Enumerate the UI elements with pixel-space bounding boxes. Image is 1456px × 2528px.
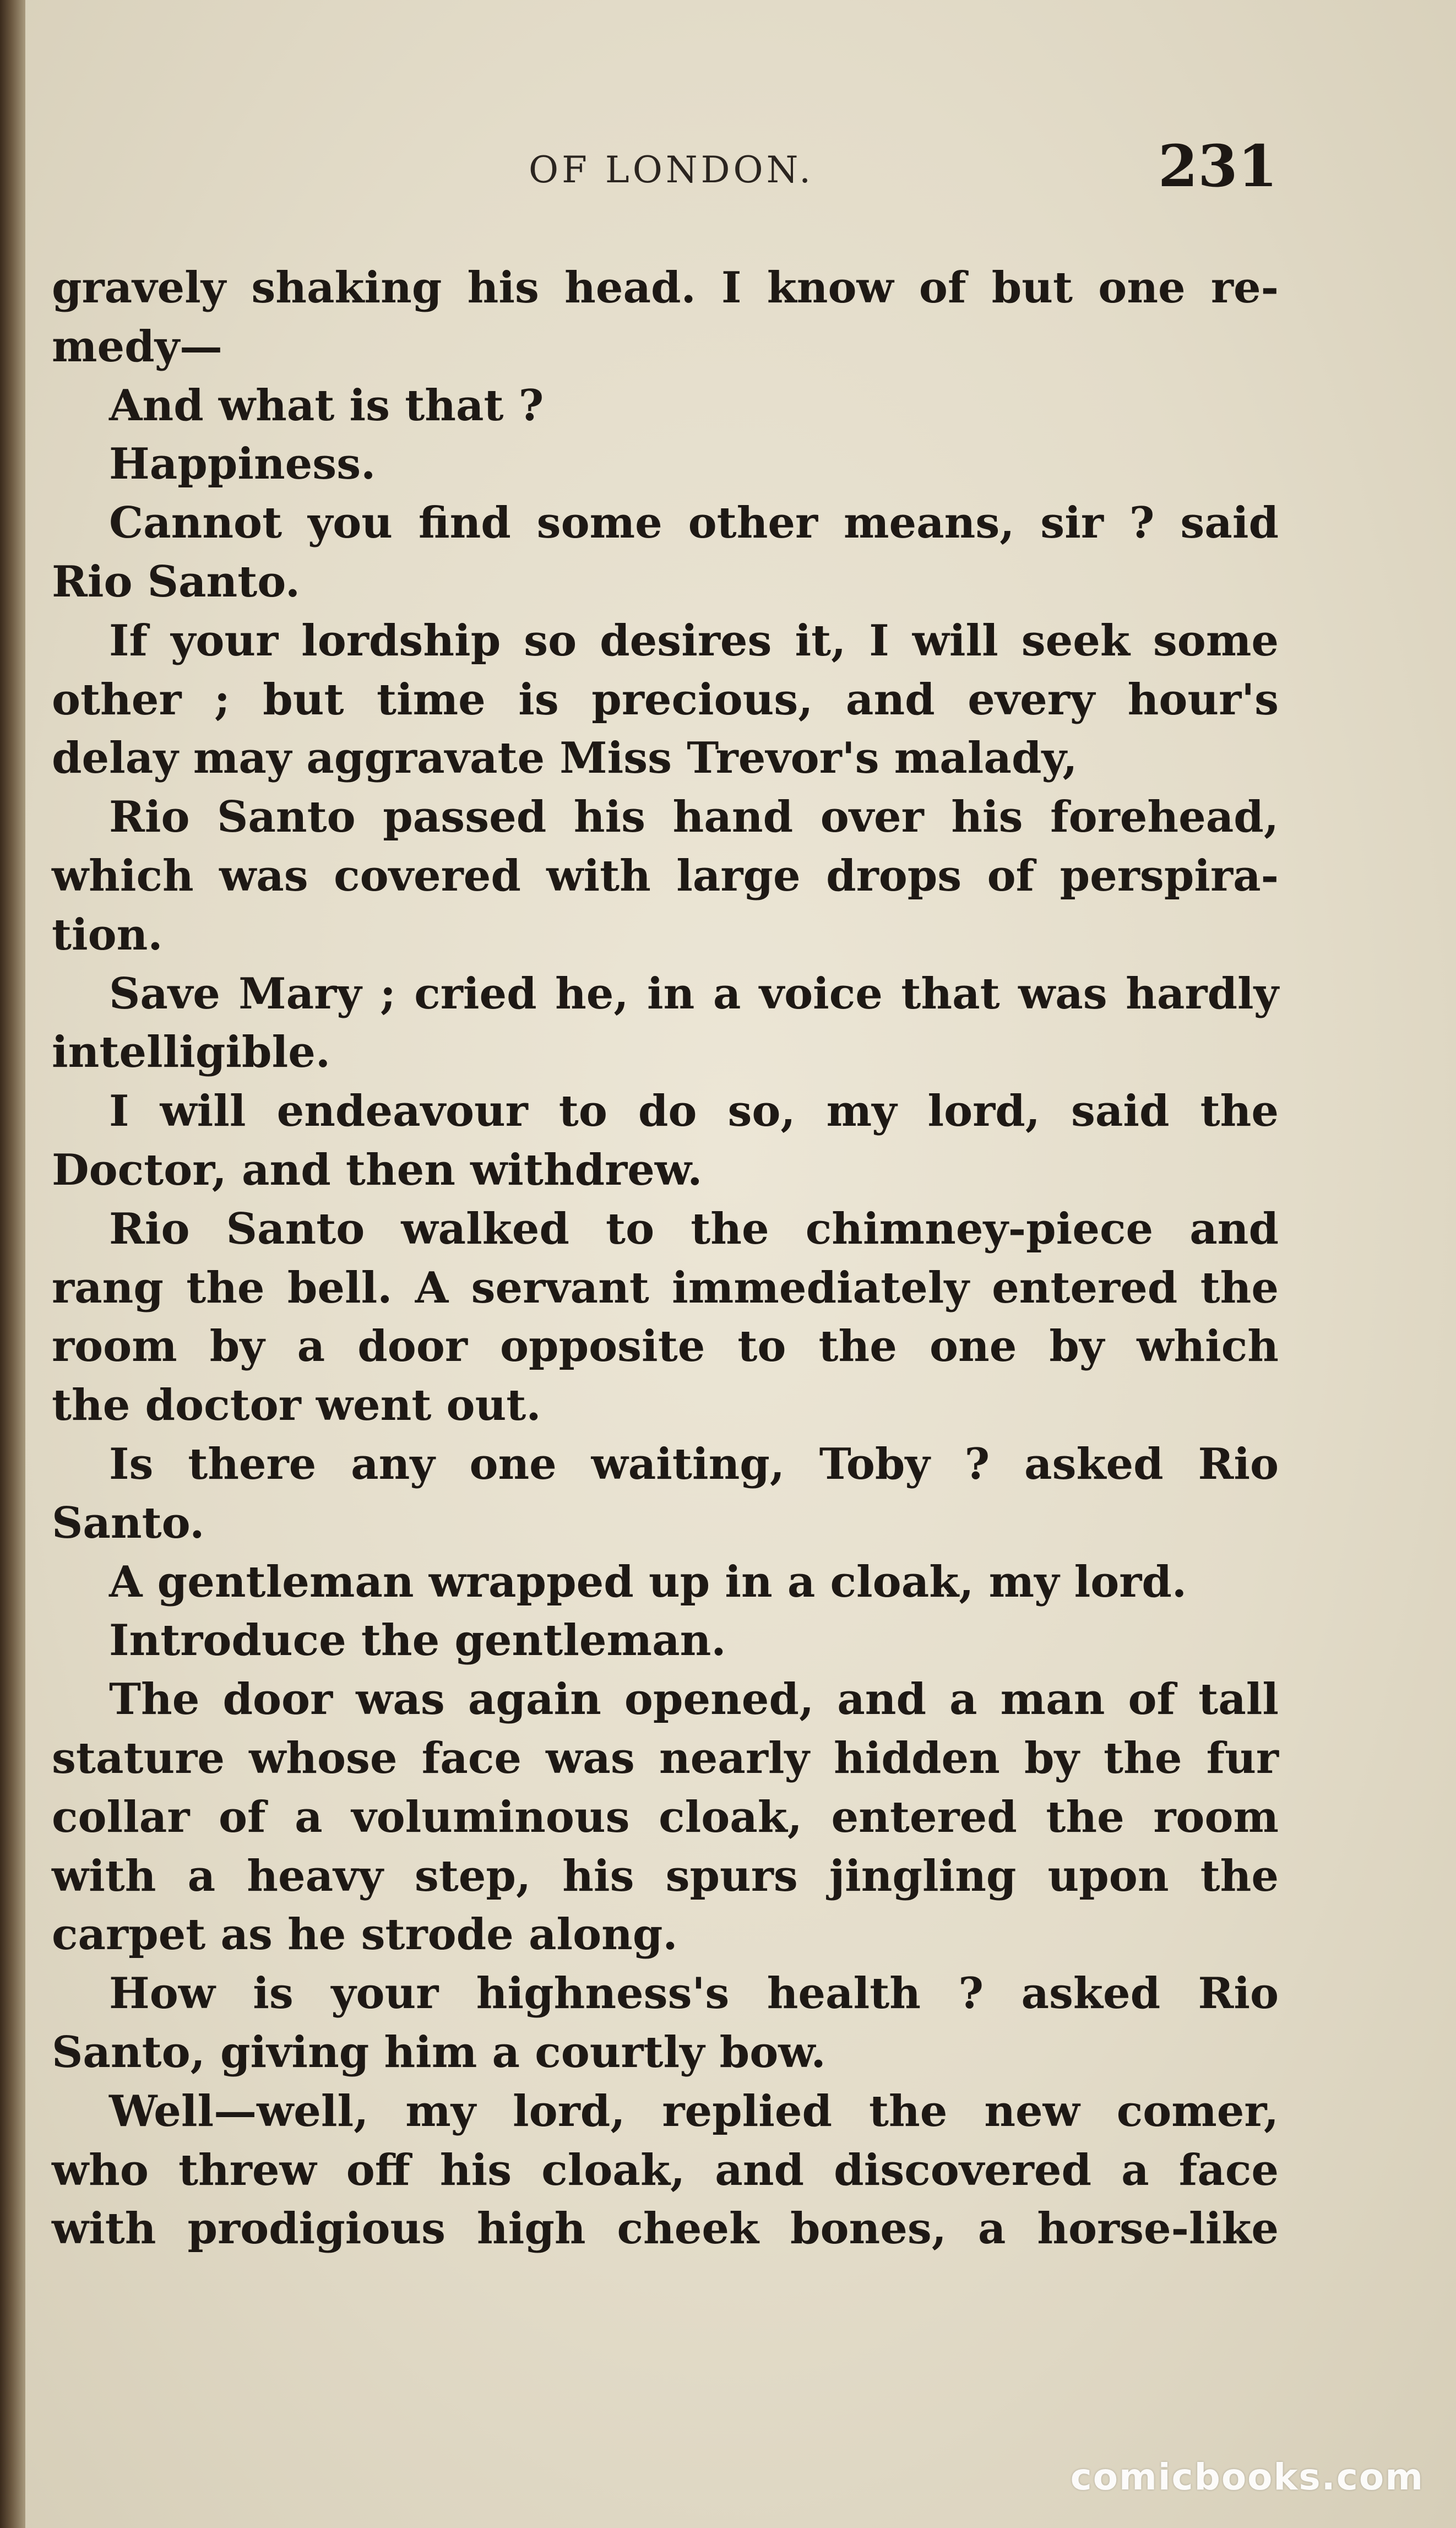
text-line: delay may aggravate Miss Trevor's malady, — [52, 733, 1078, 784]
text-line: the doctor went out. — [52, 1380, 541, 1431]
paragraph — [52, 1670, 1279, 1965]
running-head: OF LONDON. — [529, 149, 814, 191]
paragraph — [52, 259, 1279, 377]
text-line: The door was again opened, and a man of tall — [109, 1674, 1279, 1725]
text-line: stature whose face was nearly hidden by the fur — [52, 1733, 1279, 1783]
text-line: carpet as he strode along. — [52, 1909, 678, 1960]
text-line: Cannot you find some other means, sir ? said — [109, 498, 1279, 549]
page-number: 231 — [1158, 132, 1278, 200]
text-line: Is there any one waiting, Toby ? asked Rio — [109, 1439, 1279, 1489]
paragraph — [52, 1612, 1279, 1670]
text-line: gravely shaking his head. I know of but one re- — [52, 263, 1279, 313]
body-text — [52, 259, 1279, 2259]
text-line: with a heavy step, his spurs jingling upon the — [52, 1851, 1279, 1901]
paragraph — [52, 1435, 1279, 1553]
paragraph — [52, 377, 1279, 436]
paragraph — [52, 1200, 1279, 1435]
text-line: I will endeavour to do so, my lord, said the — [109, 1086, 1279, 1137]
text-line: Rio Santo. — [52, 556, 301, 607]
paragraph — [52, 965, 1279, 1083]
text-line: which was covered with large drops of perspira- — [52, 850, 1279, 901]
paragraph — [52, 1965, 1279, 2082]
paragraph — [52, 494, 1279, 612]
text-line: Happiness. — [109, 439, 376, 490]
text-line: intelligible. — [52, 1027, 331, 1078]
text-line: A gentleman wrapped up in a cloak, my lord. — [109, 1556, 1187, 1607]
watermark: comicbooks.com — [1070, 2456, 1424, 2498]
text-line: tion. — [52, 909, 163, 960]
text-line: Santo. — [52, 1498, 205, 1548]
text-line: rang the bell. A servant immediately entered the — [52, 1262, 1279, 1313]
text-line: with prodigious high cheek bones, a horse-like — [52, 2204, 1279, 2254]
text-line: Introduce the gentleman. — [109, 1615, 726, 1666]
text-line: And what is that ? — [109, 380, 544, 431]
paragraph — [52, 1082, 1279, 1200]
text-line: other ; but time is precious, and every hour's — [52, 674, 1279, 725]
text-line: Save Mary ; cried he, in a voice that was hardly — [109, 968, 1279, 1019]
text-line: Rio Santo walked to the chimney-piece and — [109, 1203, 1279, 1254]
paragraph — [52, 435, 1279, 494]
text-line: who threw off his cloak, and discovered a face — [52, 2145, 1279, 2195]
text-line: Santo, giving him a courtly bow. — [52, 2027, 826, 2077]
paragraph — [52, 1553, 1279, 1612]
text-line: collar of a voluminous cloak, entered the room — [52, 1792, 1279, 1842]
text-line: room by a door opposite to the one by which — [52, 1321, 1279, 1372]
text-line: Rio Santo passed his hand over his forehead, — [109, 792, 1279, 843]
text-line: If your lordship so desires it, I will seek some — [109, 615, 1279, 666]
text-line: medy— — [52, 321, 223, 372]
paragraph — [52, 2082, 1279, 2259]
text-line: How is your highness's health ? asked Rio — [109, 1968, 1279, 2019]
page-header — [55, 132, 1278, 198]
text-line: Doctor, and then withdrew. — [52, 1144, 703, 1195]
text-line: Well—well, my lord, replied the new comer, — [109, 2086, 1279, 2136]
paragraph — [52, 788, 1279, 964]
binding-edge — [0, 0, 25, 2528]
paragraph — [52, 612, 1279, 788]
